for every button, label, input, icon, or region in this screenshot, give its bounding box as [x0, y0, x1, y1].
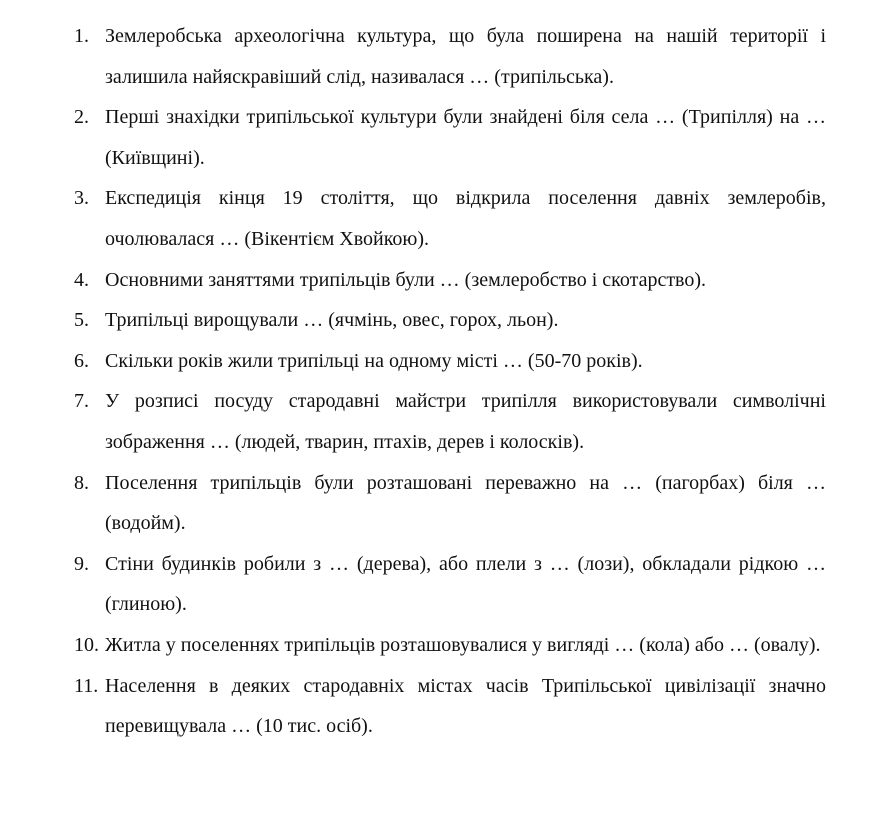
list-item-6: [74, 341, 826, 382]
item-number: 8.: [74, 471, 89, 494]
item-text: Житла у поселеннях трипільців розташовувалися у вигляді … (кола) або … (овалу).: [105, 633, 821, 656]
item-text: Експедиція кінця 19 століття, що відкрила поселення давніх землеробів, очолювалася … (Вікентієм Хвойкою).: [105, 187, 826, 250]
item-text: Населення в деяких стародавніх містах часів Трипільської цивілізації значно перевищувала … (10 тис. осіб).: [105, 674, 826, 738]
list-item-4: [74, 260, 826, 301]
list-item-8: [74, 463, 826, 544]
list-item-10: [74, 625, 826, 666]
item-text: У розписі посуду стародавні майстри трипілля використовували символічні зображення … (людей, тварин, птахів, дерев і колосків).: [105, 390, 826, 453]
item-text: Землеробська археологічна культура, що була поширена на нашій території і залишила найяскравіший слід, називалася … (трипільська).: [105, 25, 826, 88]
item-text: Поселення трипільців були розташовані переважно на … (пагорбах) біля … (водойм).: [105, 471, 826, 535]
item-number: 9.: [74, 552, 89, 575]
item-text: Перші знахідки трипільської культури були знайдені біля села … (Трипілля) на … (Київщині).: [105, 106, 826, 169]
list-item-5: [74, 300, 826, 341]
item-text: Стіни будинків робили з … (дерева), або плели з … (лози), обкладали рідкою …(глиною).: [105, 552, 826, 616]
item-number: 4.: [74, 268, 89, 291]
list-item-1: [74, 16, 826, 97]
item-number: 3.: [74, 187, 89, 210]
list-item-9: [74, 544, 826, 625]
item-number: 6.: [74, 349, 89, 372]
item-text: Скільки років жили трипільці на одному місті … (50-70 років).: [105, 349, 643, 372]
list-item-11: [74, 666, 826, 747]
list-item-3: [74, 178, 826, 259]
question-list: [74, 16, 826, 747]
item-text: Основними заняттями трипільців були … (землеробство і скотарство).: [105, 268, 707, 291]
list-item-2: [74, 97, 826, 178]
item-text: Трипільці вирощували … (ячмінь, овес, горох, льон).: [105, 309, 559, 332]
item-number: 5.: [74, 309, 89, 332]
item-number: 11.: [74, 674, 99, 697]
item-number: 1.: [74, 25, 89, 47]
item-number: 10.: [74, 633, 99, 656]
list-item-7: [74, 381, 826, 462]
item-number: 2.: [74, 106, 89, 129]
item-number: 7.: [74, 390, 89, 413]
